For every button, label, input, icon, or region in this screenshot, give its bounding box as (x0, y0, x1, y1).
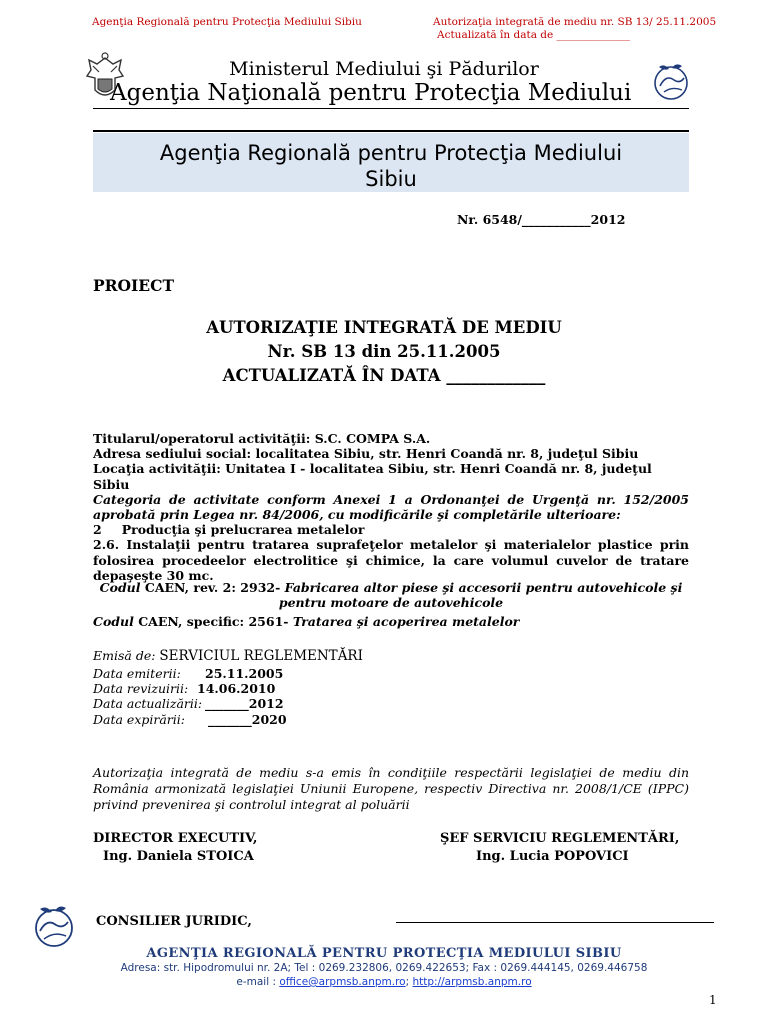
caen2-desc: Tratarea şi acoperirea metalelor (292, 614, 520, 629)
authorization-reference: Autorizaţia integrată de mediu nr. SB 13/ 25.11.2005 (433, 16, 717, 28)
issued-by-value: SERVICIUL REGLEMENTĂRI (159, 648, 363, 664)
footer-agency-name: AGENŢIA REGIONALĂ PENTRU PROTECŢIA MEDIULUI SIBIU (146, 946, 622, 961)
date-value: _______2020 (208, 711, 287, 727)
consilier-label: CONSILIER JURIDIC, (96, 914, 252, 929)
date-emiterii (93, 666, 689, 681)
date-value: _______2012 (205, 696, 284, 712)
proiect-label: PROIECT (93, 276, 174, 295)
legal-statement: Autorizaţia integrată de mediu s-a emis în condiţiile respectării legislaţiei de mediu din România armonizată legislaţiei Uniunii Europene, respectiv Directiva nr. 2008/1/CE (IPPC) privind prevenirea şi controlul integrat al poluării (93, 765, 689, 812)
dates-block (93, 666, 689, 727)
caen1-codul: Codul (99, 580, 141, 595)
footer-divider (396, 922, 714, 923)
date-label: Data revizuirii: (93, 681, 189, 697)
caen2-codul: Codul (93, 614, 134, 629)
date-label: Data expirării: (93, 711, 185, 727)
regional-agency-line2: Sibiu (365, 167, 417, 191)
location-line: Locaţia activităţii: Unitatea I - localitatea Sibiu, str. Henri Coandă nr. 8, judeţul Sibiu (93, 461, 652, 492)
category-line: Categoria de activitate conform Anexei 1 a Ordonanţei de Urgenţă nr. 152/2005 aprobată prin Legea nr. 84/2006, cu modificările şi completările ulterioare: (93, 491, 689, 523)
email-link[interactable]: office@arpmsb.anpm.ro (279, 976, 406, 988)
environment-agency-globe-icon (32, 903, 76, 949)
band-top-rule (93, 130, 689, 132)
activity-2-text: Producţia şi prelucrarea metalelor (121, 522, 365, 538)
titular-line: Titularul/operatorul activităţii: S.C. COMPA S.A. (93, 431, 431, 446)
running-header-left: Agenţia Regională pentru Protecţia Mediului Sibiu (92, 16, 362, 28)
national-agency-name: Agenţia Naţională pentru Protecţia Mediului (110, 80, 632, 106)
footer-address: Adresa: str. Hipodromului nr. 2A; Tel : 0269.232806, 0269.422653; Fax : 0269.444145, 0269.446758 (120, 962, 648, 974)
address-line: Adresa sediului social: localitatea Sibiu, str. Henri Coandă nr. 8, judeţul Sibiu (93, 446, 639, 462)
running-header-right (433, 16, 716, 42)
regional-agency-band (93, 133, 689, 192)
director-title: DIRECTOR EXECUTIV, (93, 831, 258, 846)
date-label: Data actualizării: (93, 696, 203, 712)
regional-agency-line1: Agenţia Regională pentru Protecţia Mediului (159, 141, 623, 165)
date-expirarii (93, 712, 689, 727)
date-value: 25.11.2005 (205, 666, 284, 681)
activity-2 (93, 522, 689, 537)
director-name: Ing. Daniela STOICA (103, 849, 254, 864)
caen-code-1 (93, 580, 689, 610)
operator-info (93, 431, 689, 583)
update-date-line: Actualizată în data de ______________ (437, 29, 631, 41)
header-divider (93, 108, 689, 109)
footer-contact (0, 976, 768, 988)
title-line1: AUTORIZAŢIE INTEGRATĂ DE MEDIU (206, 318, 562, 337)
caen1-desc: Fabricarea altor piese şi accesorii pentru autovehicole şi pentru motoare de autovehicole (278, 580, 683, 611)
document-number: Nr. 6548/___________2012 (457, 212, 626, 227)
date-actualizarii (93, 696, 689, 711)
page-number: 1 (709, 993, 717, 1007)
issued-by-label: Emisă de: (93, 648, 160, 663)
sef-name: Ing. Lucia POPOVICI (476, 849, 629, 864)
contact-separator: ; (405, 976, 413, 988)
title-line3: ACTUALIZATĂ ÎN DATA ____________ (222, 366, 546, 385)
caen1-rest: CAEN, rev. 2: 2932- (140, 580, 285, 595)
caen2-rest: CAEN, specific: 2561- (133, 614, 293, 629)
activity-2-6: 2.6. Instalaţii pentru tratarea suprafeţelor metalelor şi materialelor plastice prin folosirea procedeelor electrolitice şi chimice, la care volumul cuvelor de tratare depaşeşte 30 mc. (93, 537, 689, 583)
activity-2-number: 2 (93, 522, 102, 538)
ministry-name: Ministerul Mediului şi Pădurilor (229, 58, 539, 80)
date-label: Data emiterii: (93, 666, 181, 681)
date-revizuirii (93, 681, 689, 696)
website-link[interactable]: http://arpmsb.anpm.ro (412, 976, 532, 988)
title-line2: Nr. SB 13 din 25.11.2005 (267, 342, 501, 361)
issued-by (93, 648, 689, 664)
caen-code-2 (93, 614, 689, 629)
date-value: 14.06.2010 (197, 681, 276, 697)
email-label: e-mail : (236, 976, 280, 988)
sef-title: ŞEF SERVICIU REGLEMENTĂRI, (440, 831, 680, 846)
